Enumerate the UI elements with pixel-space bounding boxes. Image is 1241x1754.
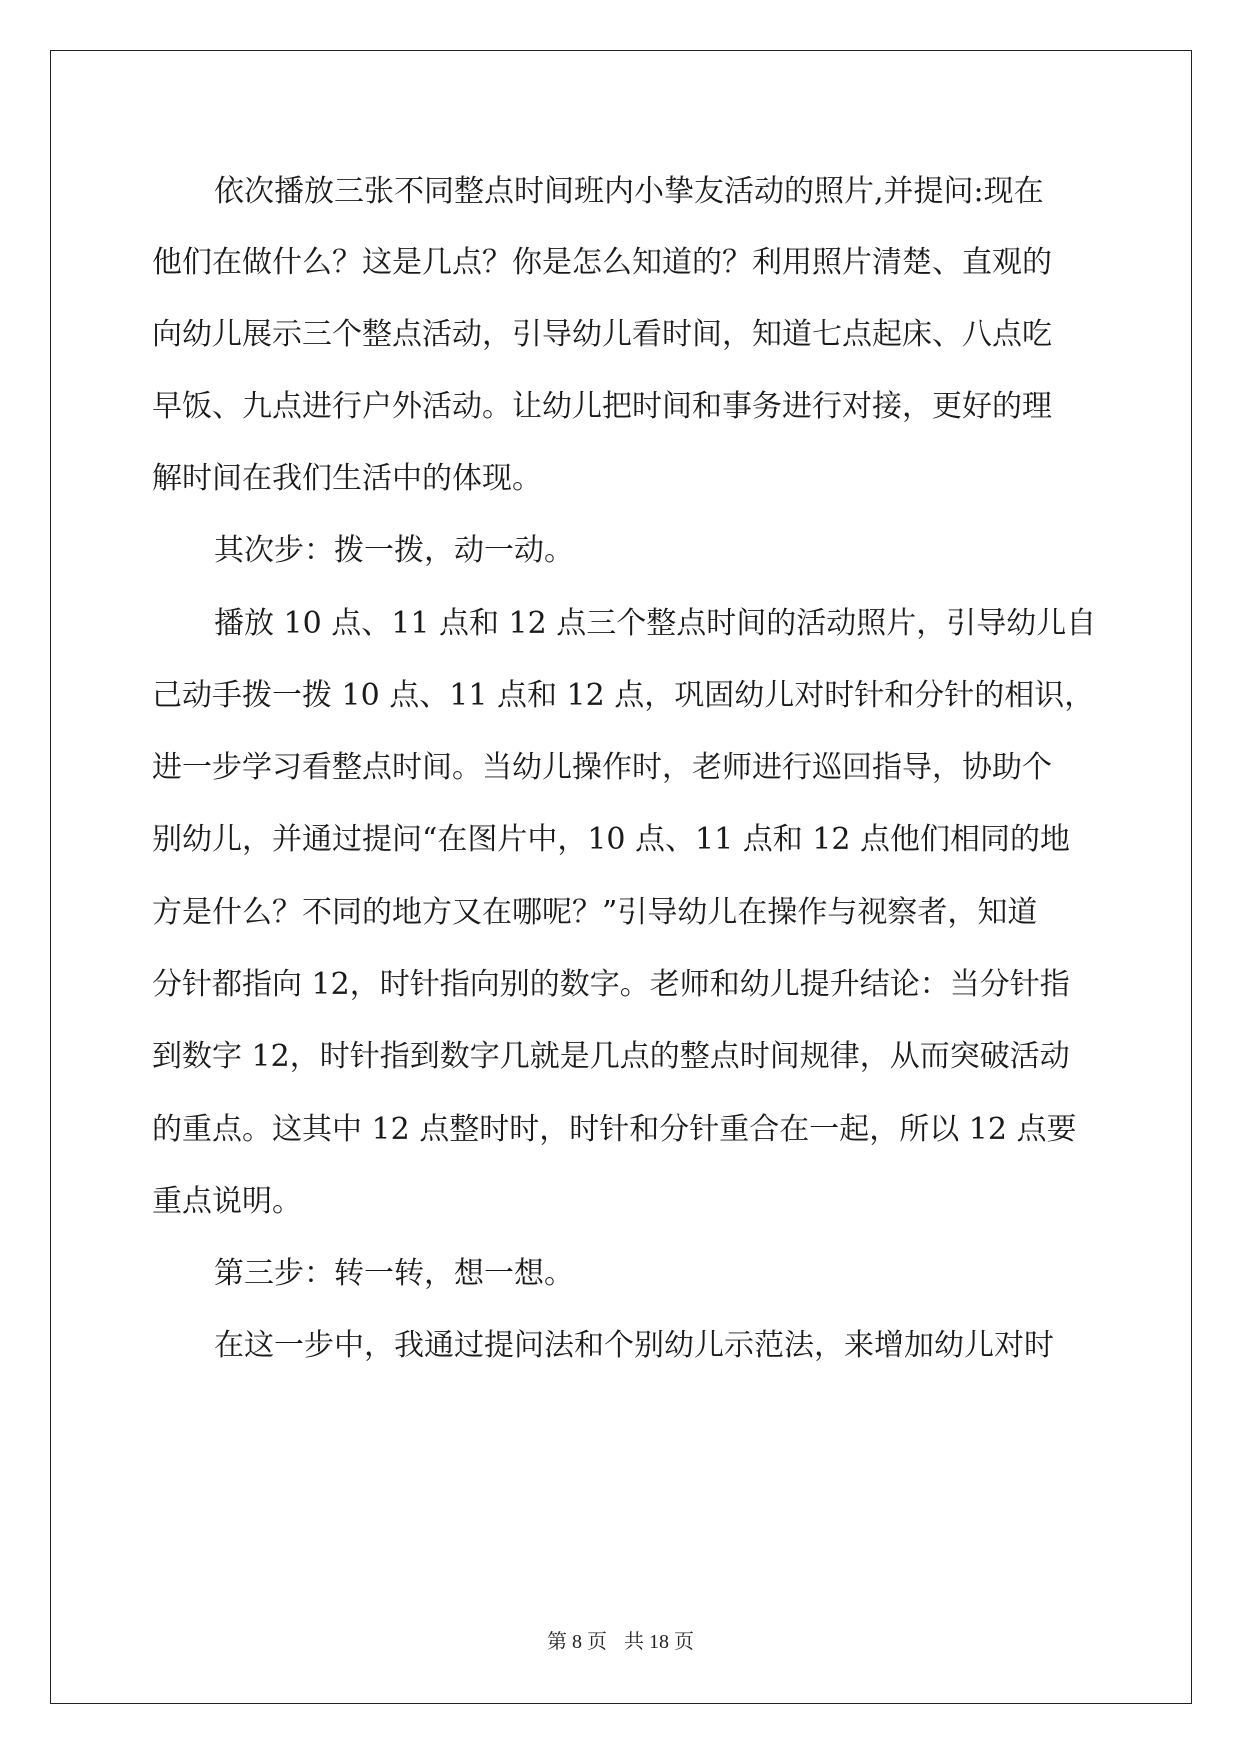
- text-line: 方是什么？不同的地方又在哪呢？”引导幼儿在操作与视察者，知道: [152, 895, 1038, 930]
- page-border: [50, 50, 1192, 1704]
- text-line: 解时间在我们生活中的体现。: [152, 461, 542, 496]
- text-line: 到数字 12，时针指到数字几就是几点的整点时间规律，从而突破活动: [152, 1039, 1070, 1074]
- text-line: 分针都指向 12，时针指向别的数字。老师和幼儿提升结论：当分针指: [152, 967, 1070, 1002]
- text-line: 第三步：转一转，想一想。: [214, 1256, 574, 1291]
- text-line: 己动手拨一拨 10 点、11 点和 12 点，巩固幼儿对时针和分针的相识，: [152, 678, 1095, 713]
- text-line: 进一步学习看整点时间。当幼儿操作时，老师进行巡回指导，协助个: [152, 750, 1052, 785]
- text-line: 重点说明。: [152, 1184, 302, 1219]
- text-line: 他们在做什么？这是几点？你是怎么知道的？利用照片清楚、直观的: [152, 245, 1052, 280]
- text-line: 播放 10 点、11 点和 12 点三个整点时间的活动照片，引导幼儿自: [214, 606, 1097, 641]
- text-line: 其次步：拨一拨，动一动。: [214, 533, 574, 568]
- page-total: 共 18 页: [624, 1631, 694, 1653]
- text-line: 的重点。这其中 12 点整时时，时针和分针重合在一起，所以 12 点要: [152, 1112, 1077, 1147]
- page-footer: [0, 1625, 1241, 1654]
- text-line: 在这一步中，我通过提问法和个别幼儿示范法，来增加幼儿对时: [214, 1328, 1054, 1363]
- page-number: 第 8 页: [547, 1631, 607, 1653]
- text-line: 别幼儿，并通过提问“在图片中，10 点、11 点和 12 点他们相同的地: [152, 822, 1071, 857]
- text-line: 依次播放三张不同整点时间班内小挚友活动的照片,并提问:现在: [214, 174, 1044, 209]
- text-line: 向幼儿展示三个整点活动，引导幼儿看时间，知道七点起床、八点吃: [152, 317, 1052, 352]
- text-line: 早饭、九点进行户外活动。让幼儿把时间和事务进行对接，更好的理: [152, 389, 1052, 424]
